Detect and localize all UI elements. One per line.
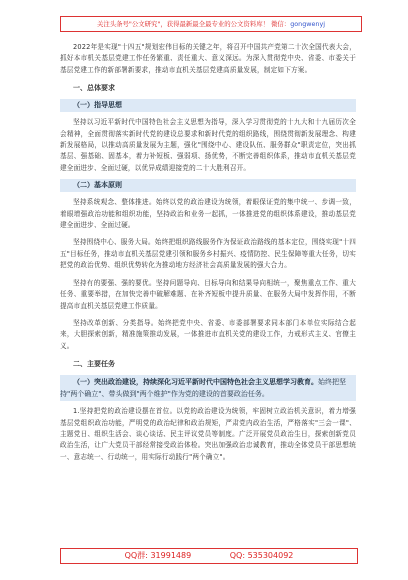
principle-paragraph: 坚持围绕中心、服务大局。始终把组织路线服务作为保证政治路线的基本定位，围绕实现"十四五"目标任务，推动市直机关基层党建引领和服务乡村振兴、疫情防控、民生保障等重大任务，切实把党的政治优势、组织优势转化为推动地方经济社会高质量发展的强大合力。 [60, 238, 356, 270]
wechat-id[interactable]: gongwenyj [290, 20, 326, 28]
subsection-heading-political-building [60, 375, 356, 401]
promo-banner [60, 16, 362, 32]
political-building-title: （一）突出政治建设，持续深化习近平新时代中国特色社会主义思想学习教育。 [73, 378, 318, 387]
qq-number: QQ: 535304092 [229, 551, 294, 560]
political-building-lead: 始终把坚持"两个确立"、带头做到"两个维护"作为党的建设的首要政治任务。 [60, 378, 346, 399]
section-heading-main-tasks: 二、主要任务 [73, 360, 115, 369]
document-body [60, 42, 356, 463]
task-paragraph: 1.坚持把党的政治建设摆在首位。以党的政治建设为统领，牢固树立政治机关意识，着力增强基层党组织政治功能，严明党的政治纪律和政治规矩，严肃党内政治生活，严格落实"三会一课"、主题党日、组织生活会、谈心谈话、民主评议党员等制度。广泛开展党员政治生日，探索创新党员政治生活，让广大党员干部经常接受政治体检。突出加强政治忠诚教育，推动全体党员干部思想统一、意志统一、行动统一，用实际行动践行"两个确立"。 [60, 407, 356, 461]
promo-text: 关注头条号"公文研究"，获得最新最全最专业的公文资料库！ 微信： [96, 20, 291, 28]
guiding-thought-paragraph: 坚持以习近平新时代中国特色社会主义思想为指导，深入学习贯彻党的十九大和十九届历次全会精神，全面贯彻落实新时代党的建设总要求和新时代党的组织路线，围绕贯彻新发展理念、构建新发展格局，以推动高质量发展为主题，强化"围绕中心、建设队伍、服务群众"职责定位，突出抓基层、强基础、固基本，着力补短板、强弱项、扬优势，不断完善组织体系，推动市直机关基层党建全面进步、全面过硬，以优异成绩迎接党的二十大胜利召开。 [60, 118, 356, 172]
qq-group: QQ群: 31991489 [124, 551, 192, 560]
contact-footer [60, 548, 358, 564]
subsection-heading-guiding-thought: （一）指导思想 [60, 99, 356, 112]
principle-paragraph: 坚持系统观念、整体推进。始终以党的政治建设为统领，着眼保证党的集中统一、步调一致，着眼增强政治功能和组织功能，坚持政治和业务一起抓，一体推进党的组织体系建设，推动基层党建全面进步、全面过硬。 [60, 198, 356, 230]
subsection-heading-basic-principles: （二）基本原则 [60, 179, 356, 192]
intro-paragraph: 2022年是实现"十四五"规划宏伟目标的关键之年，将召开中国共产党第二十次全国代表大会，抓好本市机关基层党建工作任务繁重、责任重大、意义深远。为深入贯彻党中央、省委、市委关于基层党建工作的新部署新要求，推动市直机关基层党建高质量发展，制定如下方案。 [60, 43, 356, 74]
principle-paragraph: 坚持改革创新、分类指导。始终把党中央、省委、市委部署要求同本部门本单位实际结合起来，大胆探索创新，精准施策推动发展，一体推进市直机关党的建设工作，力戒形式主义、官僚主义。 [60, 318, 356, 350]
section-heading-general-requirements: 一、总体要求 [73, 84, 115, 93]
principle-paragraph: 坚持有的要强、强的要优。坚持问题导向、目标导向和结果导向相统一，聚焦重点工作、重大任务、重要举措，在加快完善中破解难题、在补齐短板中提升质量、在服务大局中发挥作用，不断提高市直机关基层党建工作质量。 [60, 278, 356, 310]
